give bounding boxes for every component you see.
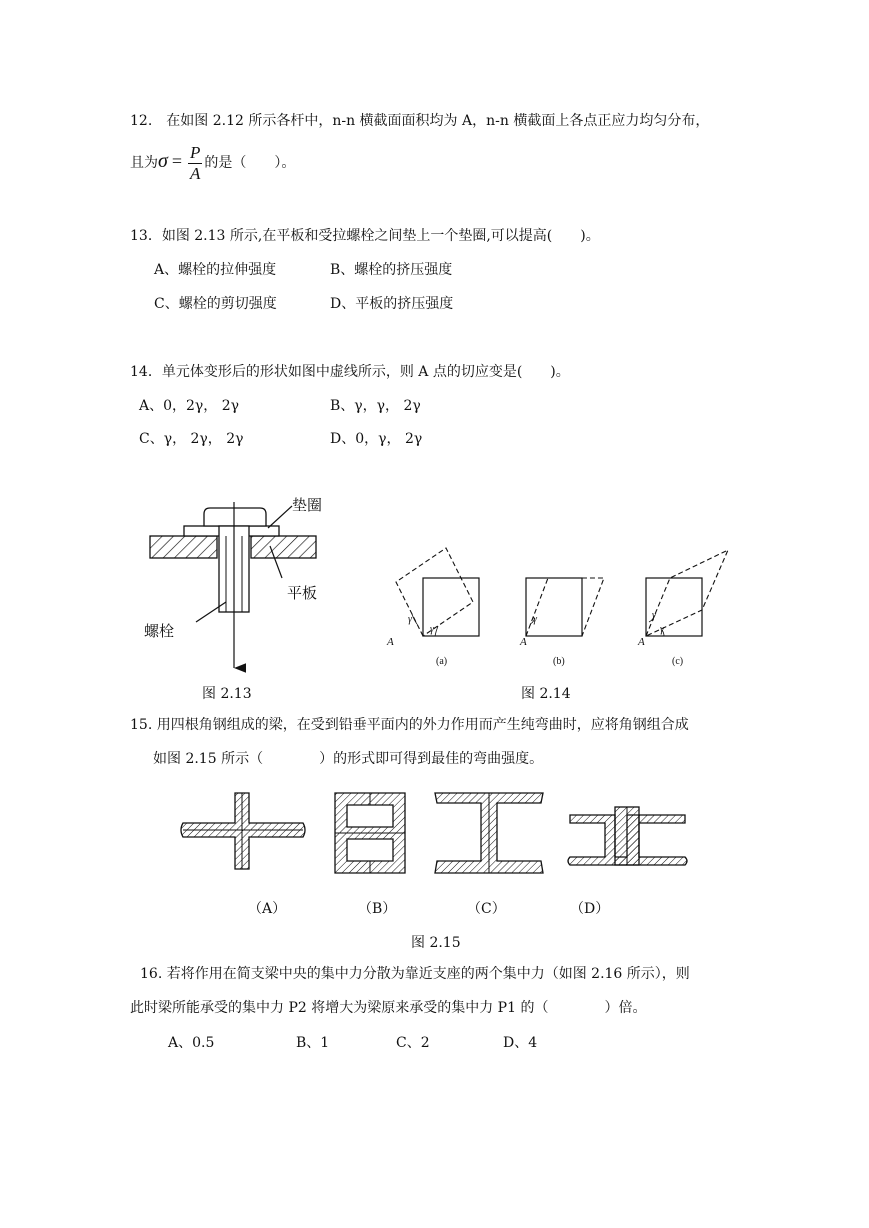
label-bolt: 螺栓: [144, 622, 175, 640]
figure-2-14-deformation-diagram: [380, 540, 740, 675]
washer-leader: [268, 506, 292, 528]
point-a-label-b: A: [520, 636, 527, 648]
q13-option-b: B、螺栓的挤压强度: [330, 262, 453, 278]
point-a-label-c: A: [638, 636, 645, 648]
q16-option-c: C、2: [396, 1035, 430, 1051]
q13-option-d: D、平板的挤压强度: [330, 296, 454, 312]
q16-option-a: A、0.5: [168, 1035, 215, 1051]
gamma-label-c1: γ: [652, 610, 656, 621]
section-label-b: （B）: [358, 901, 397, 917]
figure-2-15-caption: 图 2.15: [411, 935, 461, 951]
gamma-label-a2: γ: [430, 624, 434, 635]
q14-option-a: A、0，2γ， 2γ: [139, 398, 240, 414]
gamma-label-a1: γ: [408, 614, 412, 625]
figure-2-14-caption: 图 2.14: [521, 686, 571, 702]
figure-2-13-caption: 图 2.13: [202, 686, 252, 702]
plate-right: [251, 536, 316, 558]
q16-line2: 此时梁所能承受的集中力 P2 将增大为梁原来承受的集中力 P1 的（ ）倍。: [130, 1000, 647, 1016]
q13-option-c: C、螺栓的剪切强度: [154, 296, 277, 312]
sigma-symbol: σ: [158, 150, 168, 172]
gamma-label-b: γ: [533, 614, 537, 625]
element-b: [526, 578, 604, 636]
q12-line2: [130, 138, 295, 186]
section-a-cross: [181, 793, 305, 869]
equals-sign: =: [171, 151, 183, 171]
stress-fraction: [188, 143, 202, 184]
q16-option-b: B、1: [296, 1035, 330, 1051]
section-c-ibeam: [435, 793, 543, 873]
q12-line2-pre: 且为: [130, 155, 158, 171]
sub-label-c: (c): [672, 656, 684, 667]
q12-line2-post: 的是（ ）。: [204, 155, 296, 171]
q15-line2: 如图 2.15 所示（ ）的形式即可得到最佳的弯曲强度。: [153, 751, 544, 767]
figure-2-15-sections: [175, 785, 700, 885]
section-label-d: （D）: [570, 901, 610, 917]
fraction-denominator: A: [190, 163, 201, 183]
gamma-label-c2: γ: [660, 624, 664, 635]
q14-option-b: B、γ，γ， 2γ: [330, 398, 421, 414]
label-washer: 垫圈: [292, 496, 323, 514]
sub-label-b: (b): [553, 656, 565, 667]
label-plate: 平板: [287, 584, 318, 602]
q14-stem: 14．单元体变形后的形状如图中虚线所示，则 A 点的切应变是( )。: [130, 364, 570, 380]
q12-line1: 12. 在如图 2.12 所示各杆中，n-n 横截面面积均为 A，n-n 横截面上各点正应力均匀分布，: [130, 113, 710, 129]
element-c: [646, 550, 728, 636]
bolt-head: [204, 508, 266, 526]
plate-left: [150, 536, 217, 558]
q13-option-a: A、螺栓的拉伸强度: [154, 262, 277, 278]
section-b-box: [335, 793, 405, 873]
q14-option-d: D、0，γ， 2γ: [330, 431, 423, 447]
q14-option-c: C、γ， 2γ， 2γ: [139, 431, 244, 447]
q13-stem: 13．如图 2.13 所示,在平板和受拉螺栓之间垫上一个垫圈,可以提高( )。: [130, 228, 600, 244]
q15-line1: 15. 用四根角钢组成的梁，在受到铅垂平面内的外力作用而产生纯弯曲时，应将角钢组合成: [130, 717, 689, 733]
fraction-numerator: P: [190, 142, 201, 162]
point-a-label-a: A: [387, 636, 394, 648]
sub-label-a: (a): [436, 656, 448, 667]
section-d-outward-flange: [568, 807, 687, 865]
q16-line1: 16. 若将作用在简支梁中央的集中力分散为靠近支座的两个集中力（如图 2.16 所示），则: [140, 966, 690, 982]
section-label-a: （A）: [248, 901, 287, 917]
q16-option-d: D、4: [503, 1035, 538, 1051]
section-label-c: （C）: [467, 901, 506, 917]
figure-2-13-bolt-diagram: [140, 490, 370, 680]
